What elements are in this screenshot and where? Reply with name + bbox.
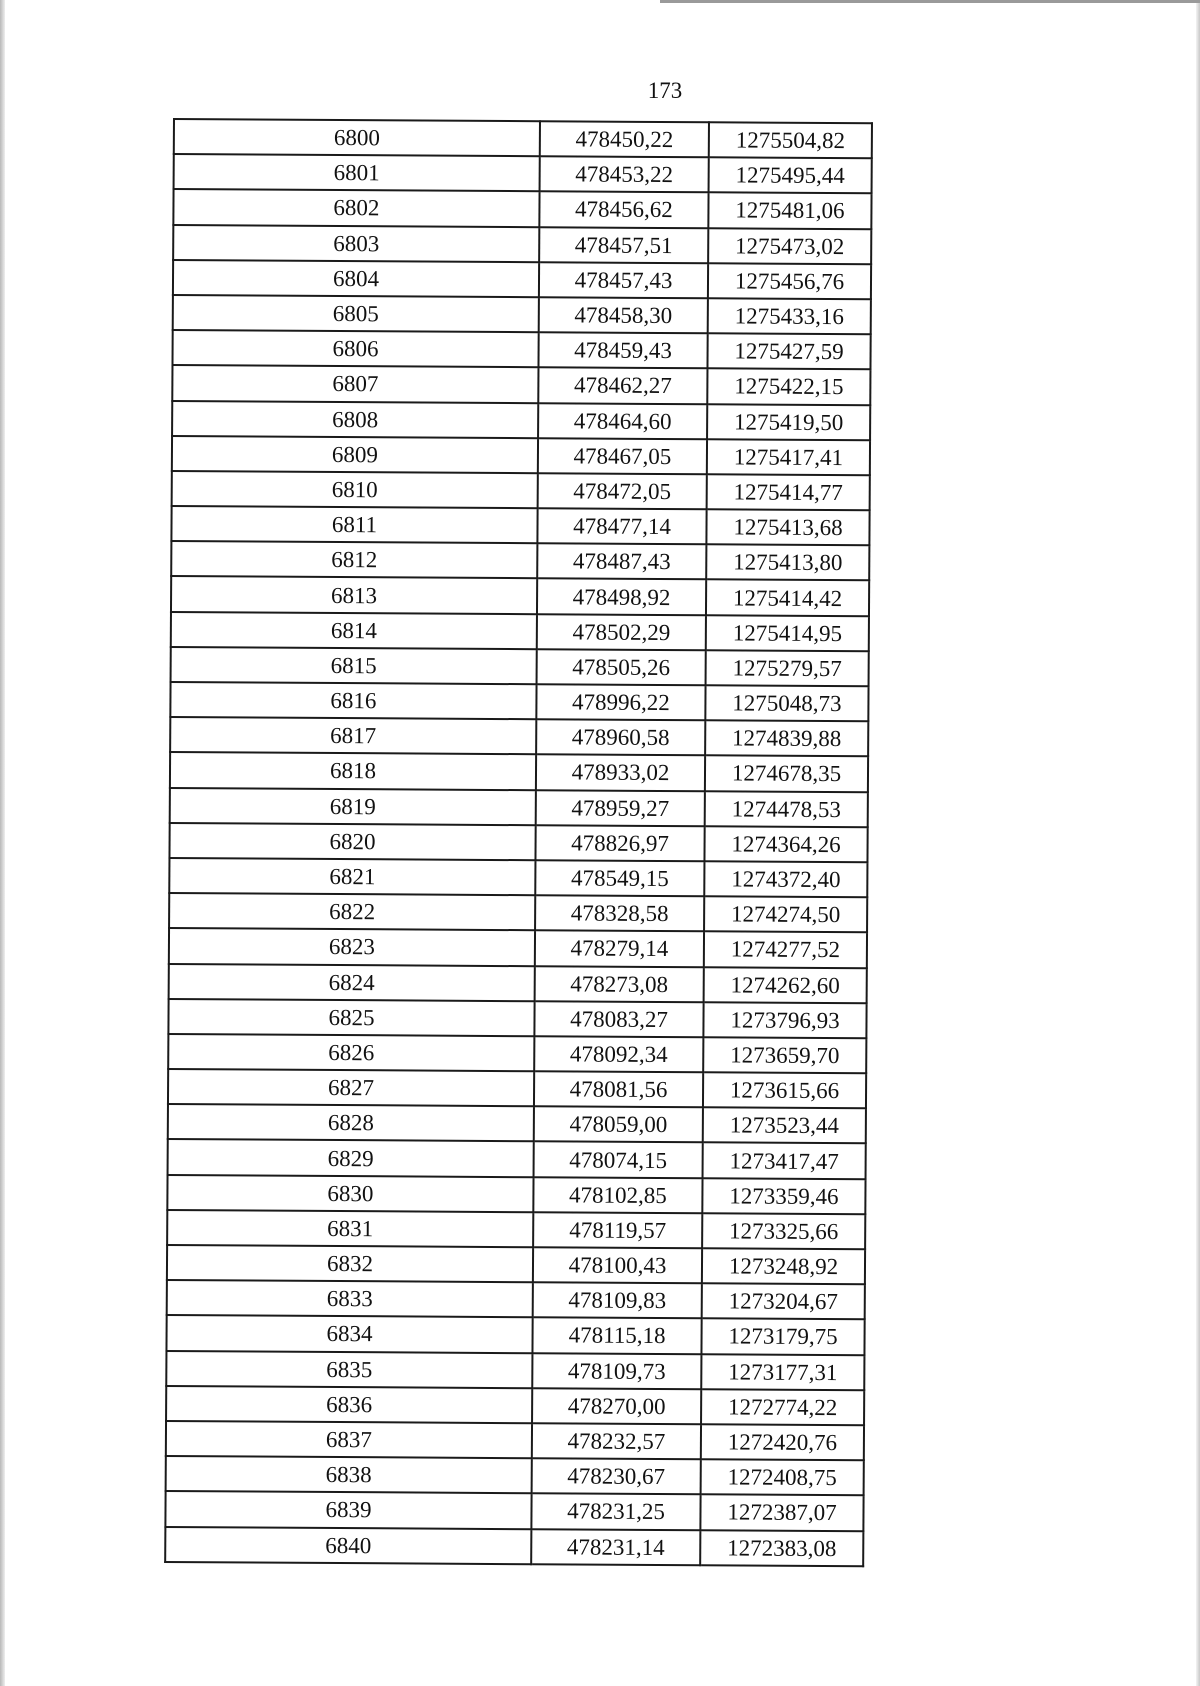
- table-row: [168, 999, 866, 1038]
- y-coordinate-cell: 1273359,46: [702, 1178, 865, 1214]
- y-coordinate-cell: 1275456,76: [708, 263, 871, 299]
- table-row: [171, 506, 869, 545]
- point-number-cell: 6807: [172, 365, 538, 402]
- point-number-cell: 6838: [166, 1456, 532, 1493]
- table-row: [169, 858, 867, 897]
- point-number-cell: 6809: [172, 436, 538, 473]
- x-coordinate-cell: 478109,83: [533, 1282, 702, 1318]
- x-coordinate-cell: 478959,27: [536, 790, 705, 826]
- y-coordinate-cell: 1275414,95: [706, 615, 869, 651]
- table-row: [172, 330, 870, 369]
- y-coordinate-cell: 1273248,92: [702, 1248, 865, 1284]
- table-row: [165, 1526, 863, 1565]
- point-number-cell: 6824: [169, 963, 535, 1000]
- x-coordinate-cell: 478115,18: [532, 1318, 701, 1354]
- x-coordinate-cell: 478453,22: [540, 156, 709, 192]
- table-row: [166, 1315, 864, 1354]
- x-coordinate-cell: 478092,34: [534, 1036, 703, 1072]
- point-number-cell: 6800: [174, 119, 540, 156]
- table-row: [170, 717, 868, 756]
- table-row: [171, 576, 869, 615]
- point-number-cell: 6818: [170, 752, 536, 789]
- table-row: [169, 823, 867, 862]
- y-coordinate-cell: 1273325,66: [702, 1213, 865, 1249]
- y-coordinate-cell: 1273796,93: [703, 1002, 866, 1038]
- x-coordinate-cell: 478230,67: [532, 1458, 701, 1494]
- point-number-cell: 6816: [170, 682, 536, 719]
- y-coordinate-cell: 1275473,02: [708, 228, 871, 264]
- y-coordinate-cell: 1275417,41: [707, 439, 870, 475]
- x-coordinate-cell: 478472,05: [538, 473, 707, 509]
- table-row: [173, 189, 871, 228]
- y-coordinate-cell: 1275048,73: [705, 685, 868, 721]
- table-row: [167, 1280, 865, 1319]
- point-number-cell: 6836: [166, 1386, 532, 1423]
- y-coordinate-cell: 1275495,44: [709, 157, 872, 193]
- table-row: [171, 541, 869, 580]
- x-coordinate-cell: 478109,73: [532, 1353, 701, 1389]
- point-number-cell: 6822: [169, 893, 535, 930]
- point-number-cell: 6808: [172, 401, 538, 438]
- table-row: [173, 225, 871, 264]
- x-coordinate-cell: 478279,14: [535, 931, 704, 967]
- x-coordinate-cell: 478498,92: [537, 579, 706, 615]
- table-row: [168, 1139, 866, 1178]
- scan-edge-right: [1196, 0, 1200, 1686]
- point-number-cell: 6802: [173, 189, 539, 226]
- table-row: [173, 260, 871, 299]
- table-row: [168, 1104, 866, 1143]
- coordinates-table-body: [165, 119, 872, 1566]
- y-coordinate-cell: 1275414,77: [707, 474, 870, 510]
- point-number-cell: 6811: [171, 506, 537, 543]
- y-coordinate-cell: 1275279,57: [706, 650, 869, 686]
- y-coordinate-cell: 1275504,82: [709, 122, 872, 158]
- table-row: [169, 963, 867, 1002]
- y-coordinate-cell: 1273659,70: [703, 1037, 866, 1073]
- y-coordinate-cell: 1273179,75: [701, 1319, 864, 1355]
- point-number-cell: 6820: [169, 823, 535, 860]
- x-coordinate-cell: 478232,57: [532, 1423, 701, 1459]
- x-coordinate-cell: 478083,27: [534, 1001, 703, 1037]
- y-coordinate-cell: 1275414,42: [706, 580, 869, 616]
- y-coordinate-cell: 1274274,50: [704, 896, 867, 932]
- x-coordinate-cell: 478996,22: [536, 684, 705, 720]
- point-number-cell: 6803: [173, 225, 539, 262]
- table-row: [165, 1491, 863, 1530]
- y-coordinate-cell: 1274372,40: [704, 861, 867, 897]
- y-coordinate-cell: 1275413,80: [706, 545, 869, 581]
- y-coordinate-cell: 1273177,31: [701, 1354, 864, 1390]
- table-row: [171, 612, 869, 651]
- x-coordinate-cell: 478457,43: [539, 262, 708, 298]
- y-coordinate-cell: 1272420,76: [701, 1424, 864, 1460]
- y-coordinate-cell: 1275481,06: [708, 193, 871, 229]
- table-row: [171, 647, 869, 686]
- table-row: [173, 295, 871, 334]
- table-row: [169, 928, 867, 967]
- table-row: [170, 788, 868, 827]
- point-number-cell: 6827: [168, 1069, 534, 1106]
- y-coordinate-cell: 1275422,15: [707, 369, 870, 405]
- point-number-cell: 6826: [168, 1034, 534, 1071]
- point-number-cell: 6810: [172, 471, 538, 508]
- table-row: [172, 401, 870, 440]
- point-number-cell: 6821: [169, 858, 535, 895]
- point-number-cell: 6833: [167, 1280, 533, 1317]
- point-number-cell: 6839: [165, 1491, 531, 1528]
- y-coordinate-cell: 1273204,67: [702, 1283, 865, 1319]
- point-number-cell: 6837: [166, 1421, 532, 1458]
- x-coordinate-cell: 478458,30: [539, 297, 708, 333]
- table-row: [170, 682, 868, 721]
- point-number-cell: 6830: [167, 1175, 533, 1212]
- table-row: [172, 365, 870, 404]
- y-coordinate-cell: 1272774,22: [701, 1389, 864, 1425]
- x-coordinate-cell: 478100,43: [533, 1247, 702, 1283]
- point-number-cell: 6828: [168, 1104, 534, 1141]
- point-number-cell: 6801: [174, 154, 540, 191]
- point-number-cell: 6840: [165, 1526, 531, 1563]
- x-coordinate-cell: 478273,08: [535, 966, 704, 1002]
- point-number-cell: 6814: [171, 612, 537, 649]
- table-row: [170, 752, 868, 791]
- scan-edge-top: [660, 0, 1200, 3]
- table-row: [166, 1456, 864, 1495]
- y-coordinate-cell: 1275419,50: [707, 404, 870, 440]
- point-number-cell: 6819: [170, 788, 536, 825]
- table-row: [168, 1069, 866, 1108]
- table-row: [172, 436, 870, 475]
- x-coordinate-cell: 478462,27: [538, 368, 707, 404]
- x-coordinate-cell: 478960,58: [536, 719, 705, 755]
- x-coordinate-cell: 478457,51: [539, 227, 708, 263]
- table-row: [174, 119, 872, 158]
- y-coordinate-cell: 1274478,53: [705, 791, 868, 827]
- point-number-cell: 6835: [166, 1351, 532, 1388]
- table-row: [167, 1210, 865, 1249]
- x-coordinate-cell: 478231,25: [531, 1494, 700, 1530]
- x-coordinate-cell: 478102,85: [533, 1177, 702, 1213]
- point-number-cell: 6813: [171, 576, 537, 613]
- y-coordinate-cell: 1273615,66: [703, 1072, 866, 1108]
- x-coordinate-cell: 478270,00: [532, 1388, 701, 1424]
- x-coordinate-cell: 478059,00: [534, 1106, 703, 1142]
- y-coordinate-cell: 1272383,08: [700, 1530, 863, 1566]
- table-row: [174, 154, 872, 193]
- x-coordinate-cell: 478502,29: [537, 614, 706, 650]
- y-coordinate-cell: 1273523,44: [703, 1108, 866, 1144]
- point-number-cell: 6804: [173, 260, 539, 297]
- x-coordinate-cell: 478826,97: [535, 825, 704, 861]
- y-coordinate-cell: 1274678,35: [705, 756, 868, 792]
- table-row: [172, 471, 870, 510]
- table-row: [169, 893, 867, 932]
- coordinates-table: [164, 118, 873, 1567]
- point-number-cell: 6831: [167, 1210, 533, 1247]
- y-coordinate-cell: 1274262,60: [704, 967, 867, 1003]
- y-coordinate-cell: 1274364,26: [704, 826, 867, 862]
- x-coordinate-cell: 478487,43: [537, 543, 706, 579]
- point-number-cell: 6815: [171, 647, 537, 684]
- x-coordinate-cell: 478477,14: [537, 508, 706, 544]
- x-coordinate-cell: 478456,62: [539, 192, 708, 228]
- x-coordinate-cell: 478450,22: [540, 121, 709, 157]
- table-row: [167, 1245, 865, 1284]
- y-coordinate-cell: 1275427,59: [707, 333, 870, 369]
- table-row: [166, 1386, 864, 1425]
- y-coordinate-cell: 1275413,68: [706, 509, 869, 545]
- x-coordinate-cell: 478328,58: [535, 895, 704, 931]
- x-coordinate-cell: 478549,15: [535, 860, 704, 896]
- table-row: [167, 1175, 865, 1214]
- point-number-cell: 6806: [172, 330, 538, 367]
- table-row: [166, 1351, 864, 1390]
- point-number-cell: 6829: [168, 1139, 534, 1176]
- scan-edge-left: [0, 0, 5, 1686]
- point-number-cell: 6805: [173, 295, 539, 332]
- y-coordinate-cell: 1272408,75: [701, 1459, 864, 1495]
- x-coordinate-cell: 478467,05: [538, 438, 707, 474]
- x-coordinate-cell: 478119,57: [533, 1212, 702, 1248]
- y-coordinate-cell: 1275433,16: [708, 298, 871, 334]
- x-coordinate-cell: 478933,02: [536, 755, 705, 791]
- point-number-cell: 6817: [170, 717, 536, 754]
- x-coordinate-cell: 478505,26: [537, 649, 706, 685]
- y-coordinate-cell: 1274839,88: [705, 720, 868, 756]
- x-coordinate-cell: 478081,56: [534, 1071, 703, 1107]
- point-number-cell: 6825: [168, 999, 534, 1036]
- point-number-cell: 6812: [171, 541, 537, 578]
- point-number-cell: 6823: [169, 928, 535, 965]
- page-number: 173: [647, 78, 683, 103]
- y-coordinate-cell: 1274277,52: [704, 932, 867, 968]
- x-coordinate-cell: 478074,15: [534, 1142, 703, 1178]
- table-row: [168, 1034, 866, 1073]
- x-coordinate-cell: 478231,14: [531, 1529, 700, 1565]
- x-coordinate-cell: 478459,43: [538, 332, 707, 368]
- point-number-cell: 6834: [166, 1315, 532, 1352]
- table-row: [166, 1421, 864, 1460]
- y-coordinate-cell: 1273417,47: [703, 1143, 866, 1179]
- x-coordinate-cell: 478464,60: [538, 403, 707, 439]
- point-number-cell: 6832: [167, 1245, 533, 1282]
- y-coordinate-cell: 1272387,07: [700, 1495, 863, 1531]
